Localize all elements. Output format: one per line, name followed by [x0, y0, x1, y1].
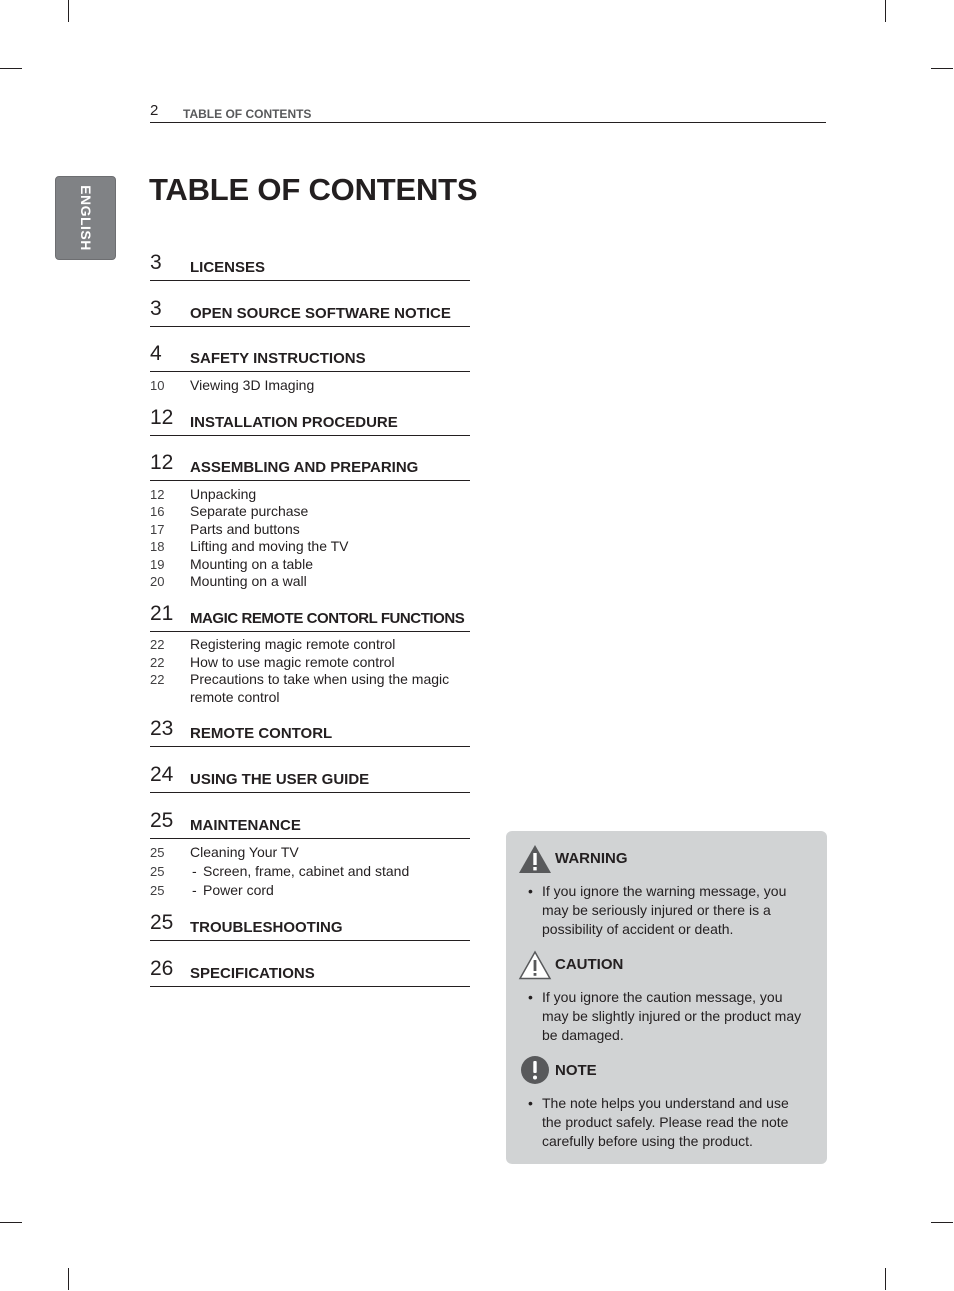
- toc-subitem-page: 20: [150, 574, 165, 589]
- warning-text: [542, 882, 812, 939]
- warning-text-line: may be seriously injured or there is a: [542, 902, 771, 918]
- toc-subitem-text: Registering magic remote control: [190, 636, 396, 652]
- crop-mark: [931, 68, 953, 69]
- toc-subitem-text: Mounting on a table: [190, 556, 313, 572]
- toc-subitem-text: Power cord: [203, 882, 274, 898]
- toc-subitem-page: 22: [150, 637, 165, 652]
- toc-section[interactable]: [150, 810, 470, 839]
- toc-section-title: SPECIFICATIONS: [190, 965, 315, 982]
- toc-subitem-line: [190, 882, 470, 900]
- toc-section-page: 21: [150, 602, 174, 625]
- caution-triangle-icon: [518, 950, 552, 980]
- warning-title: WARNING: [555, 850, 628, 867]
- toc-section[interactable]: [150, 764, 470, 793]
- toc-subitem-text: Viewing 3D Imaging: [190, 377, 315, 393]
- toc-section[interactable]: [150, 252, 470, 281]
- toc-section[interactable]: [150, 452, 470, 481]
- toc-section-title: MAINTENANCE: [190, 817, 301, 834]
- toc-subitem-text: Parts and buttons: [190, 521, 300, 537]
- running-header-title: TABLE OF CONTENTS: [183, 107, 312, 121]
- caution-title: CAUTION: [555, 956, 624, 973]
- note-title: NOTE: [555, 1062, 597, 1079]
- toc-subitem-page: 25: [150, 883, 165, 898]
- toc-subitem-text: Cleaning Your TV: [190, 844, 299, 860]
- toc-subitem-page: 22: [150, 655, 165, 670]
- toc-section[interactable]: [150, 343, 470, 372]
- caution-text-line: If you ignore the caution message, you: [542, 989, 783, 1005]
- toc-section[interactable]: [150, 958, 470, 987]
- crop-mark: [0, 68, 22, 69]
- toc-subitem-text: Separate purchase: [190, 503, 309, 519]
- toc-subitem-page: 17: [150, 522, 165, 537]
- caution-text-line: be damaged.: [542, 1027, 624, 1043]
- toc-section-page: 25: [150, 809, 174, 832]
- toc-section-page: 24: [150, 763, 174, 786]
- toc-section-page: 3: [150, 251, 162, 274]
- toc-subitem-line: [190, 863, 470, 881]
- toc-section-title: USING THE USER GUIDE: [190, 771, 370, 788]
- warning-text-line: possibility of accident or death.: [542, 921, 734, 937]
- running-header: [150, 104, 826, 123]
- toc-subitem-text: Lifting and moving the TV: [190, 538, 349, 554]
- toc-subitem-page: 22: [150, 672, 165, 687]
- toc-section-page: 12: [150, 451, 174, 474]
- toc-section[interactable]: [150, 718, 470, 747]
- caution-text: [542, 988, 812, 1045]
- toc-subitem-page: 19: [150, 557, 165, 572]
- language-tab-label: ENGLISH: [77, 185, 94, 251]
- toc-section-title: SAFETY INSTRUCTIONS: [190, 350, 366, 367]
- toc-subitem-dash: -: [192, 863, 197, 879]
- toc-subitem-text: Unpacking: [190, 486, 257, 502]
- toc-section-title: ASSEMBLING AND PREPARING: [190, 459, 419, 476]
- note-text: [542, 1094, 812, 1151]
- toc-section-title: OPEN SOURCE SOFTWARE NOTICE: [190, 305, 451, 322]
- toc-section[interactable]: [150, 298, 470, 327]
- toc-subitem-text: Precautions to take when using the magic remote control: [190, 671, 450, 705]
- toc-subitem-page: 25: [150, 845, 165, 860]
- toc-section[interactable]: [150, 603, 470, 632]
- crop-mark: [885, 1268, 886, 1290]
- note-text-line: the product safely. Please read the note: [542, 1114, 789, 1130]
- toc-section-page: 25: [150, 911, 174, 934]
- toc-subitem-text: How to use magic remote control: [190, 654, 395, 670]
- crop-mark: [0, 1222, 22, 1223]
- page-number: 2: [150, 102, 159, 119]
- toc-section-title: INSTALLATION PROCEDURE: [190, 414, 398, 431]
- toc-section-title: TROUBLESHOOTING: [190, 919, 343, 936]
- toc-subitem-page: 18: [150, 539, 165, 554]
- toc-subitem-text: Mounting on a wall: [190, 573, 307, 589]
- toc-subitem-text: Screen, frame, cabinet and stand: [203, 863, 410, 879]
- toc-subitem-dash: -: [192, 882, 197, 898]
- toc-subitem-page: 25: [150, 864, 165, 879]
- toc-section-page: 12: [150, 406, 174, 429]
- toc-section-title: REMOTE CONTORL: [190, 725, 333, 742]
- crop-mark: [931, 1222, 953, 1223]
- note-text-line: The note helps you understand and use: [542, 1095, 789, 1111]
- caution-bullet: •: [528, 989, 533, 1005]
- note-circle-icon: [518, 1055, 552, 1085]
- notice-box: [506, 831, 827, 1164]
- warning-bullet: •: [528, 883, 533, 899]
- toc-subitem-page: 12: [150, 487, 165, 502]
- page-title: TABLE OF CONTENTS: [149, 172, 478, 207]
- note-bullet: •: [528, 1095, 533, 1111]
- note-text-line: carefully before using the product.: [542, 1133, 753, 1149]
- toc-section-page: 23: [150, 717, 174, 740]
- crop-mark: [885, 0, 886, 22]
- toc-section-page: 3: [150, 297, 162, 320]
- toc-section-page: 4: [150, 342, 162, 365]
- toc-subitem-page: 16: [150, 504, 165, 519]
- crop-mark: [68, 0, 69, 22]
- toc-section-title: MAGIC REMOTE CONTORL FUNCTIONS: [190, 610, 465, 627]
- toc-section[interactable]: [150, 912, 470, 941]
- warning-text-line: If you ignore the warning message, you: [542, 883, 787, 899]
- crop-mark: [68, 1268, 69, 1290]
- toc-section-page: 26: [150, 957, 174, 980]
- toc-section-title: LICENSES: [190, 259, 266, 276]
- caution-text-line: may be slightly injured or the product may: [542, 1008, 802, 1024]
- warning-triangle-icon: [518, 844, 552, 874]
- toc-subitem-page: 10: [150, 378, 165, 393]
- toc-section[interactable]: [150, 407, 470, 436]
- language-tab: [55, 176, 116, 260]
